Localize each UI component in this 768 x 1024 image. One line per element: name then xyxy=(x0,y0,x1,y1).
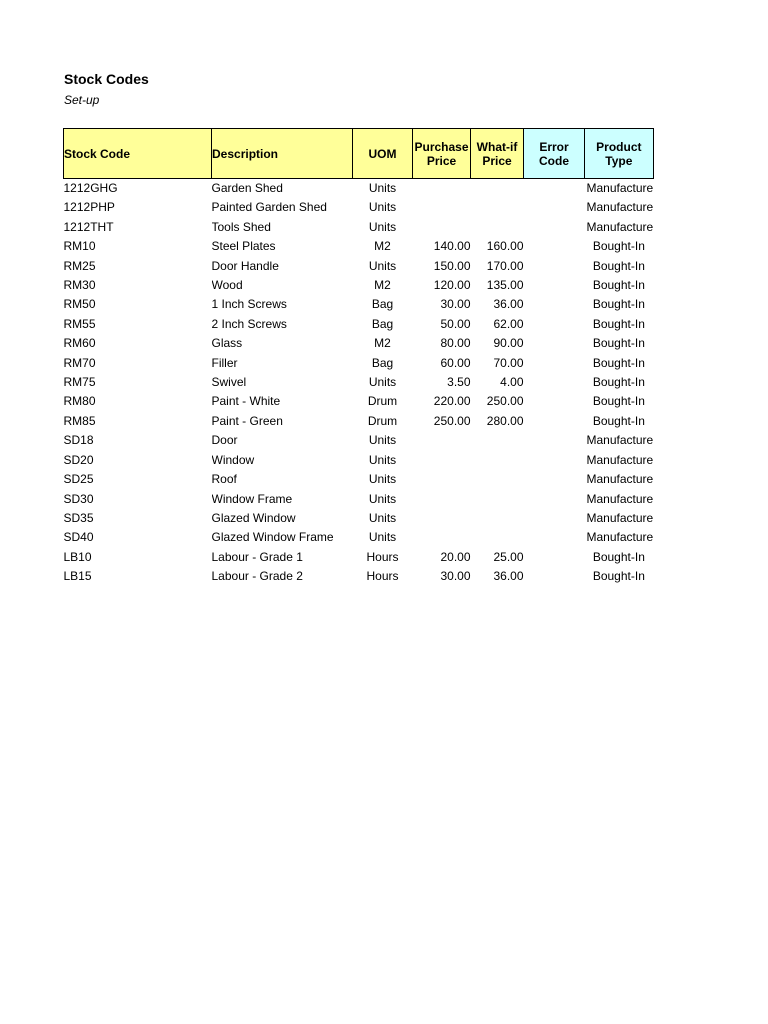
whatif-price-cell[interactable]: 160.00 xyxy=(486,239,524,254)
description-cell[interactable]: Filler xyxy=(211,355,238,370)
purchase-price-cell[interactable]: 120.00 xyxy=(433,278,471,293)
description-cell[interactable]: Steel Plates xyxy=(211,239,276,254)
table-row xyxy=(64,431,654,450)
whatif-price-cell[interactable]: 36.00 xyxy=(493,569,524,584)
description-cell[interactable]: 2 Inch Screws xyxy=(211,316,287,331)
stock-code-cell[interactable]: RM55 xyxy=(63,316,96,331)
table-row xyxy=(64,528,654,547)
description-cell[interactable]: Wood xyxy=(211,278,243,293)
whatif-price-cell[interactable] xyxy=(471,528,524,547)
product-type-cell[interactable]: Manufacture xyxy=(586,219,654,234)
purchase-price-cell[interactable] xyxy=(413,218,471,237)
table-row xyxy=(64,354,654,373)
purchase-price-cell[interactable] xyxy=(413,431,471,450)
whatif-price-cell[interactable]: 250.00 xyxy=(486,394,524,409)
header-error-code-line1: Error xyxy=(539,139,569,154)
product-type-cell[interactable]: Bought-In xyxy=(592,355,645,370)
uom-cell[interactable]: Units xyxy=(368,491,397,506)
product-type-cell[interactable]: Bought-In xyxy=(592,336,645,351)
product-type-cell[interactable]: Manufacture xyxy=(586,452,654,467)
whatif-price-cell[interactable]: 170.00 xyxy=(486,258,524,273)
product-type-cell[interactable]: Bought-In xyxy=(592,413,645,428)
purchase-price-cell[interactable]: 140.00 xyxy=(433,239,471,254)
product-type-cell[interactable]: Bought-In xyxy=(592,569,645,584)
purchase-price-cell[interactable] xyxy=(413,470,471,489)
error-code-cell[interactable] xyxy=(524,509,585,528)
uom-cell[interactable]: Units xyxy=(368,200,397,215)
description-cell[interactable]: Tools Shed xyxy=(211,219,271,234)
product-type-cell[interactable]: Bought-In xyxy=(592,239,645,254)
stock-code-cell[interactable]: RM10 xyxy=(63,239,96,254)
uom-cell[interactable]: Units xyxy=(368,530,397,545)
purchase-price-cell[interactable]: 60.00 xyxy=(440,355,471,370)
error-code-cell[interactable] xyxy=(524,315,585,334)
uom-cell[interactable]: Drum xyxy=(367,413,398,428)
purchase-price-cell[interactable] xyxy=(413,198,471,217)
purchase-price-cell[interactable]: 50.00 xyxy=(440,316,471,331)
whatif-price-cell[interactable]: 62.00 xyxy=(493,316,524,331)
whatif-price-cell[interactable]: 135.00 xyxy=(486,278,524,293)
error-code-cell[interactable] xyxy=(524,295,585,314)
table-row xyxy=(64,257,654,276)
product-type-cell[interactable]: Manufacture xyxy=(586,510,654,525)
whatif-price-cell[interactable] xyxy=(471,218,524,237)
product-type-cell[interactable]: Manufacture xyxy=(586,200,654,215)
product-type-cell[interactable]: Bought-In xyxy=(592,297,645,312)
error-code-cell[interactable] xyxy=(524,354,585,373)
header-purchase-price-line1: Purchase xyxy=(414,139,469,154)
product-type-cell[interactable]: Manufacture xyxy=(586,472,654,487)
stock-code-cell[interactable]: 1212GHG xyxy=(63,181,118,195)
table-row xyxy=(64,237,654,256)
stock-code-cell[interactable]: RM80 xyxy=(63,394,96,409)
header-uom[interactable] xyxy=(353,129,413,179)
stock-code-cell[interactable]: LB10 xyxy=(63,549,92,564)
error-code-cell[interactable] xyxy=(524,334,585,353)
purchase-price-cell[interactable]: 20.00 xyxy=(440,549,471,564)
product-type-cell[interactable]: Manufacture xyxy=(586,181,654,195)
page-subtitle: Set-up xyxy=(64,93,100,107)
uom-cell[interactable]: Bag xyxy=(371,316,394,331)
table-row xyxy=(64,315,654,334)
header-stock-code[interactable] xyxy=(64,129,212,179)
purchase-price-cell[interactable] xyxy=(413,509,471,528)
product-type-cell[interactable]: Manufacture xyxy=(586,530,654,545)
stock-code-cell[interactable]: RM85 xyxy=(63,413,96,428)
product-type-cell[interactable]: Bought-In xyxy=(592,258,645,273)
header-description-label: Description xyxy=(212,146,279,161)
description-cell[interactable]: Labour - Grade 1 xyxy=(211,549,303,564)
table-row xyxy=(64,276,654,295)
stock-code-cell[interactable]: 1212PHP xyxy=(63,200,115,215)
header-row xyxy=(64,129,654,179)
description-cell[interactable]: Glazed Window Frame xyxy=(211,530,334,545)
header-stock-code-label: Stock Code xyxy=(64,146,131,161)
stock-code-cell[interactable]: RM60 xyxy=(63,336,96,351)
error-code-cell[interactable] xyxy=(524,412,585,431)
stock-code-cell[interactable]: SD18 xyxy=(63,433,94,448)
purchase-price-cell[interactable]: 3.50 xyxy=(447,375,471,390)
table-row xyxy=(64,218,654,237)
header-product-type-line1: Product xyxy=(596,139,642,154)
purchase-price-cell[interactable] xyxy=(413,528,471,547)
purchase-price-cell[interactable]: 30.00 xyxy=(440,569,471,584)
page-title: Stock Codes xyxy=(64,71,149,87)
error-code-cell[interactable] xyxy=(524,218,585,237)
description-cell[interactable]: 1 Inch Screws xyxy=(211,297,287,312)
table-body xyxy=(64,179,654,587)
whatif-price-cell[interactable] xyxy=(471,490,524,509)
whatif-price-cell[interactable]: 4.00 xyxy=(500,375,524,390)
error-code-cell[interactable] xyxy=(524,567,585,586)
whatif-price-cell[interactable]: 90.00 xyxy=(493,336,524,351)
description-cell[interactable]: Painted Garden Shed xyxy=(211,200,327,215)
error-code-cell[interactable] xyxy=(524,528,585,547)
description-cell[interactable]: Garden Shed xyxy=(211,181,283,195)
uom-cell[interactable]: M2 xyxy=(374,239,391,254)
header-product-type-line2: Type xyxy=(605,153,633,168)
stock-code-cell[interactable]: SD40 xyxy=(63,530,94,545)
purchase-price-cell[interactable]: 220.00 xyxy=(433,394,471,409)
header-whatif-price[interactable] xyxy=(471,129,524,179)
table-row xyxy=(64,179,654,199)
table-row xyxy=(64,412,654,431)
stock-code-cell[interactable]: LB15 xyxy=(63,569,92,584)
whatif-price-cell[interactable]: 70.00 xyxy=(493,355,524,370)
product-type-cell[interactable]: Manufacture xyxy=(586,491,654,506)
uom-cell[interactable]: M2 xyxy=(374,278,391,293)
table-row xyxy=(64,334,654,353)
table-row xyxy=(64,373,654,392)
header-whatif-price-line2: Price xyxy=(482,153,512,168)
product-type-cell[interactable]: Manufacture xyxy=(586,433,654,448)
error-code-cell[interactable] xyxy=(524,470,585,489)
table-row xyxy=(64,548,654,567)
error-code-cell[interactable] xyxy=(524,276,585,295)
header-description[interactable] xyxy=(212,129,353,179)
table-row xyxy=(64,198,654,217)
uom-cell[interactable]: Hours xyxy=(366,569,399,584)
product-type-cell[interactable]: Bought-In xyxy=(592,549,645,564)
product-type-cell[interactable]: Bought-In xyxy=(592,394,645,409)
description-cell[interactable]: Glass xyxy=(211,336,243,351)
stock-code-cell[interactable]: 1212THT xyxy=(63,219,114,234)
error-code-cell[interactable] xyxy=(524,431,585,450)
stock-code-cell[interactable]: RM70 xyxy=(63,355,96,370)
purchase-price-cell[interactable] xyxy=(413,451,471,470)
table-row xyxy=(64,470,654,489)
description-cell[interactable]: Glazed Window xyxy=(211,510,296,525)
header-error-code-line2: Code xyxy=(539,153,569,168)
whatif-price-cell[interactable] xyxy=(471,179,524,199)
whatif-price-cell[interactable]: 280.00 xyxy=(486,413,524,428)
whatif-price-cell[interactable] xyxy=(471,431,524,450)
product-type-cell[interactable]: Bought-In xyxy=(592,375,645,390)
description-cell[interactable]: Roof xyxy=(211,472,237,487)
stock-code-cell[interactable]: SD20 xyxy=(63,452,94,467)
uom-cell[interactable]: Units xyxy=(368,452,397,467)
error-code-cell[interactable] xyxy=(524,198,585,217)
header-product-type[interactable] xyxy=(585,129,654,179)
error-code-cell[interactable] xyxy=(524,257,585,276)
description-cell[interactable]: Swivel xyxy=(211,375,247,390)
uom-cell[interactable]: Units xyxy=(368,510,397,525)
product-type-cell[interactable]: Bought-In xyxy=(592,316,645,331)
uom-cell[interactable]: Units xyxy=(368,258,397,273)
error-code-cell[interactable] xyxy=(524,451,585,470)
uom-cell[interactable]: Bag xyxy=(371,297,394,312)
whatif-price-cell[interactable] xyxy=(471,451,524,470)
error-code-cell[interactable] xyxy=(524,179,585,199)
whatif-price-cell[interactable] xyxy=(471,470,524,489)
stock-code-cell[interactable]: SD30 xyxy=(63,491,94,506)
purchase-price-cell[interactable]: 80.00 xyxy=(440,336,471,351)
uom-cell[interactable]: Units xyxy=(368,219,397,234)
stock-code-cell[interactable]: SD25 xyxy=(63,472,94,487)
whatif-price-cell[interactable] xyxy=(471,509,524,528)
error-code-cell[interactable] xyxy=(524,392,585,411)
table-row xyxy=(64,295,654,314)
purchase-price-cell[interactable]: 250.00 xyxy=(433,413,471,428)
table-row xyxy=(64,567,654,586)
uom-cell[interactable]: Drum xyxy=(367,394,398,409)
purchase-price-cell[interactable]: 30.00 xyxy=(440,297,471,312)
table-row xyxy=(64,451,654,470)
purchase-price-cell[interactable]: 150.00 xyxy=(433,258,471,273)
uom-cell[interactable]: M2 xyxy=(374,336,391,351)
stock-code-cell[interactable]: SD35 xyxy=(63,510,94,525)
description-cell[interactable]: Window Frame xyxy=(211,491,293,506)
description-cell[interactable]: Paint - White xyxy=(211,394,281,409)
description-cell[interactable]: Door xyxy=(211,433,238,448)
purchase-price-cell[interactable] xyxy=(413,179,471,199)
error-code-cell[interactable] xyxy=(524,237,585,256)
stock-codes-table xyxy=(63,128,654,587)
whatif-price-cell[interactable] xyxy=(471,198,524,217)
error-code-cell[interactable] xyxy=(524,490,585,509)
whatif-price-cell[interactable]: 25.00 xyxy=(493,549,524,564)
error-code-cell[interactable] xyxy=(524,373,585,392)
description-cell[interactable]: Paint - Green xyxy=(211,413,283,428)
header-purchase-price-line2: Price xyxy=(426,153,457,168)
stock-code-cell[interactable]: RM30 xyxy=(63,278,96,293)
product-type-cell[interactable]: Bought-In xyxy=(592,278,645,293)
stock-code-cell[interactable]: RM25 xyxy=(63,258,96,273)
uom-cell[interactable]: Units xyxy=(368,181,397,195)
stock-code-cell[interactable]: RM50 xyxy=(63,297,96,312)
uom-cell[interactable]: Units xyxy=(368,472,397,487)
uom-cell[interactable]: Hours xyxy=(366,549,399,564)
error-code-cell[interactable] xyxy=(524,548,585,567)
stock-code-cell[interactable]: RM75 xyxy=(63,375,96,390)
uom-cell[interactable]: Units xyxy=(368,433,397,448)
description-cell[interactable]: Labour - Grade 2 xyxy=(211,569,303,584)
uom-cell[interactable]: Units xyxy=(368,375,397,390)
table-row xyxy=(64,509,654,528)
uom-cell[interactable]: Bag xyxy=(371,355,394,370)
description-cell[interactable]: Window xyxy=(211,452,255,467)
table-row xyxy=(64,490,654,509)
table-row xyxy=(64,392,654,411)
header-purchase-price[interactable] xyxy=(413,129,471,179)
purchase-price-cell[interactable] xyxy=(413,490,471,509)
description-cell[interactable]: Door Handle xyxy=(211,258,279,273)
whatif-price-cell[interactable]: 36.00 xyxy=(493,297,524,312)
header-whatif-price-line1: What-if xyxy=(476,139,518,154)
header-uom-label: UOM xyxy=(368,146,397,161)
header-error-code[interactable] xyxy=(524,129,585,179)
